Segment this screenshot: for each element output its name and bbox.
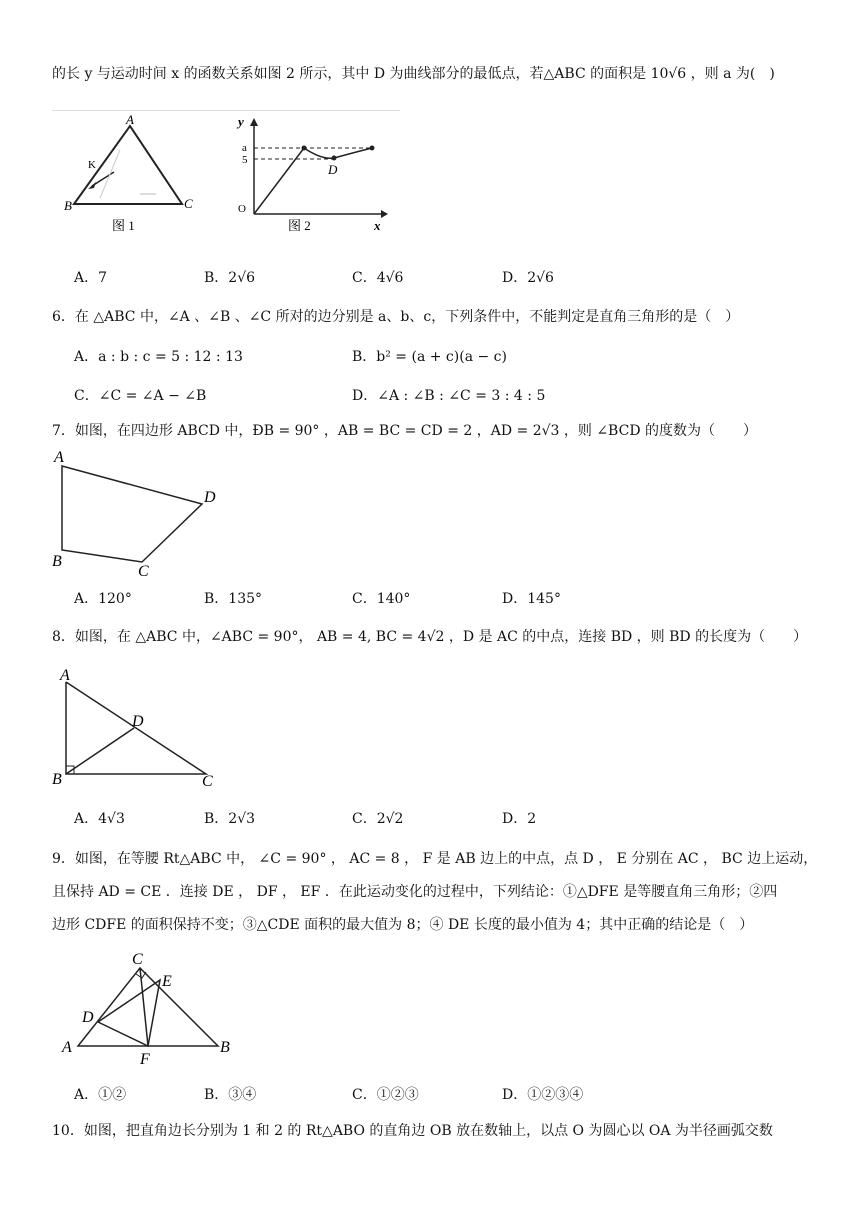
q5-figure-2 (226, 112, 396, 236)
fig1-label-C: C (184, 196, 193, 211)
q7-stem: 7．如图，在四边形 ABCD 中，ÐB = 90° ，AB = BC = CD = 2 ，AD = 2√3 ，则 ∠BCD 的度数为（ ） (52, 423, 757, 439)
fig2-label-D: D (328, 162, 338, 177)
fig1-caption: 图 1 (112, 218, 135, 233)
q5-option-b[interactable]: B．2√6 (204, 270, 256, 286)
fig1-label-B: B (64, 198, 72, 213)
q5-option-d[interactable]: D．2√6 (502, 270, 554, 286)
q9-label-C: C (132, 951, 143, 968)
fig2-label-y: y (238, 114, 244, 129)
q9-option-c[interactable]: C．①②③ (352, 1087, 419, 1103)
q8-option-a[interactable]: A．4√3 (74, 811, 125, 827)
q9-stem-line-1: 9．如图，在等腰 Rt△ABC 中， ∠C = 90° ， AC = 8 ， F 是 AB 边上的中点，点 D ， E 分别在 AC ， BC 边上运动， (52, 851, 818, 867)
q5-option-a[interactable]: A．7 (74, 270, 108, 286)
q9-figure (56, 950, 246, 1066)
q7-figure (48, 444, 228, 578)
fig2-label-5: 5 (242, 154, 248, 166)
q7-label-B: B (52, 553, 62, 570)
q8-option-b[interactable]: B．2√3 (204, 811, 256, 827)
q6-option-d[interactable]: D．∠A : ∠B : ∠C = 3 : 4 : 5 (352, 388, 546, 404)
fig1-label-A: A (126, 112, 134, 127)
q5-figure-1 (52, 112, 212, 236)
q6-stem: 6．在 △ABC 中，∠A 、∠B 、∠C 所对的边分别是 a、b、c，下列条件中，不能判定是直角三角形的是（ ） (52, 309, 740, 325)
q6-option-c[interactable]: C．∠C = ∠A − ∠B (74, 388, 207, 404)
fig2-label-x: x (374, 218, 381, 233)
q9-label-E: E (162, 973, 172, 990)
q9-stem-line-3: 边形 CDFE 的面积保持不变；③△CDE 面积的最大值为 8；④ DE 长度的最小值为 4；其中正确的结论是（ ） (52, 917, 754, 933)
q8-option-c[interactable]: C．2√2 (352, 811, 404, 827)
q5-option-c[interactable]: C．4√6 (352, 270, 404, 286)
fig2-label-a: a (242, 142, 247, 154)
q8-label-D: D (132, 713, 144, 730)
q8-label-C: C (202, 773, 213, 790)
q10-stem: 10．如图，把直角边长分别为 1 和 2 的 Rt△ABO 的直角边 OB 放在数轴上，以点 O 为圆心以 OA 为半径画弧交数 (52, 1123, 773, 1139)
q7-option-a[interactable]: A．120° (74, 591, 132, 607)
q7-label-C: C (138, 563, 149, 578)
q9-option-d[interactable]: D．①②③④ (502, 1087, 584, 1103)
q9-label-A: A (62, 1039, 72, 1056)
fig2-label-O: O (238, 203, 246, 215)
q9-stem-line-2: 且保持 AD = CE ．连接 DE ， DF ， EF ．在此运动变化的过程中，下列结论：①△DFE 是等腰直角三角形；②四 (52, 884, 778, 900)
q5-stem: 的长 y 与运动时间 x 的函数关系如图 2 所示，其中 D 为曲线部分的最低点，若△ABC 的面积是 10√6 ，则 a 为( ) (52, 66, 775, 82)
q7-label-A: A (54, 449, 64, 466)
q9-option-a[interactable]: A．①② (74, 1087, 127, 1103)
q7-option-c[interactable]: C．140° (352, 591, 411, 607)
q7-option-d[interactable]: D．145° (502, 591, 561, 607)
q8-stem: 8．如图，在 △ABC 中，∠ABC = 90°， AB = 4, BC = 4√2 ，D 是 AC 的中点，连接 BD ，则 BD 的长度为（ ） (52, 629, 808, 645)
q6-option-b[interactable]: B．b² = (a + c)(a − c) (352, 349, 507, 365)
q9-label-B: B (220, 1039, 230, 1056)
divider (52, 110, 400, 111)
q7-option-b[interactable]: B．135° (204, 591, 263, 607)
fig2-caption: 图 2 (288, 218, 311, 233)
fig1-label-K: K (88, 159, 96, 171)
q8-figure (48, 664, 228, 794)
q9-option-b[interactable]: B．③④ (204, 1087, 257, 1103)
q9-label-F: F (140, 1051, 150, 1066)
q6-option-a[interactable]: A．a : b : c = 5 : 12 : 13 (74, 349, 243, 365)
q8-label-B: B (52, 771, 62, 788)
q9-label-D: D (82, 1009, 94, 1026)
q8-label-A: A (60, 667, 70, 684)
q7-label-D: D (204, 489, 216, 506)
q8-option-d[interactable]: D．2 (502, 811, 537, 827)
